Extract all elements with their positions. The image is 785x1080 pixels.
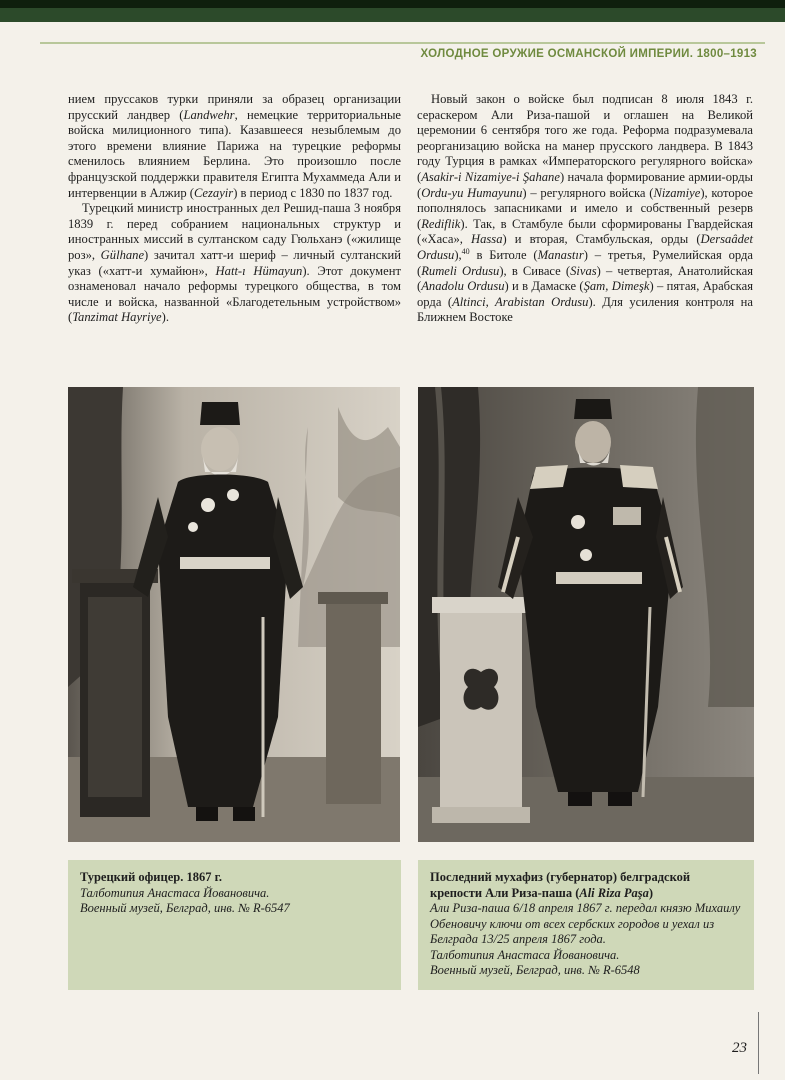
photo-ali-riza-pasha bbox=[418, 387, 754, 842]
caption-title: Турецкий офицер. 1867 г. bbox=[80, 870, 222, 884]
caption-line: Военный музей, Белград, инв. № R-6548 bbox=[430, 963, 640, 977]
caption-line: Военный музей, Белград, инв. № R-6547 bbox=[80, 901, 290, 915]
caption-title: Последний мухафиз (губернатор) белградской крепости Али Риза-паша (Ali Riza Paşa) bbox=[430, 870, 691, 900]
paragraph: нием пруссаков турки приняли за образец организации прусский ландвер (Landwehr, немецкие территориальные войска милиционного типа). Казавшееся незыблемым до этого времени влияние Парижа на турецкие реформы сменилось влиянием Берлина. Это произошло после французской поддержки правителя Египта Мухаммеда Али и интервенции в Алжир (Cezayir) в период с 1830 по 1837 год. bbox=[68, 92, 402, 200]
page-number: 23 bbox=[732, 1040, 747, 1056]
margin-rule bbox=[758, 1012, 759, 1074]
paragraph: Новый закон о войске был подписан 8 июля 1843 г. сераскером Али Риза-пашой и оглашен на Великой церемонии 6 сентября того же года. Реформа подразумевала реорганизацию войска на манер прусского ландвера. В 1843 году Турция в рамках «Императорского регулярного войска» (Asakir-i Nizamiye-i Şahane) начала формирование армии-орды (Ordu-yu Humayunu) – регулярного войска (Nizamiye), которое пополнялось запасниками и имело и собственный резерв (Rediflik). Так, в Стамбуле были сформированы Гвардейская («Хаса», Hassa) и вторая, Стамбульская, орды (Dersaâdet Ordusu),$^{40}$ в Битоле (Manastır) – третья, Румелийская орда (Rumeli Ordusu), в Сивасе (Sivas) – четвертая, Анатолийская (Anadolu Ordusu) и в Дамаске (Şam, Dimeşk) – пятая, Арабская орда (Altinci, Arabistan Ordusu). Для усиления контроля на Ближнем Востоке bbox=[417, 92, 754, 325]
caption-line: Талботипия Анастаса Йовановича. bbox=[80, 885, 270, 900]
caption-right bbox=[418, 860, 754, 990]
running-title: ХОЛОДНОЕ ОРУЖИЕ ОСМАНСКОЙ ИМПЕРИИ. 1800–1913 bbox=[420, 48, 757, 60]
paragraph: Турецкий министр иностранных дел Решид-паша 3 ноября 1839 г. перед собранием национальных структур и иностранных миссий в султанском саду Гюльханэ («жилище роз», Gülhane) зачитал хатт-и шериф – личный султанский указ («хатт-и хумайюн», Hatt-ı Hümayun). Этот документ ознаменовал начало реформы турецкого общества, в том числе и войска, названной «Благодетельным устройством» (Tanzimat Hayriye). bbox=[68, 201, 401, 325]
caption-left bbox=[68, 860, 401, 990]
top-color-band bbox=[0, 0, 785, 22]
caption-line: Талботипия Анастаса Йовановича. bbox=[430, 947, 620, 962]
text-column-left bbox=[68, 92, 401, 326]
text-column-right bbox=[417, 92, 753, 326]
caption-line: Али Риза-паша 6/18 апреля 1867 г. передал князю Михаилу Обеновичу ключи от всех сербских городов и уехал из Белграда 13/25 апреля 1867 года. bbox=[430, 901, 741, 946]
photo-turkish-officer bbox=[68, 387, 400, 842]
header-rule bbox=[40, 42, 765, 44]
